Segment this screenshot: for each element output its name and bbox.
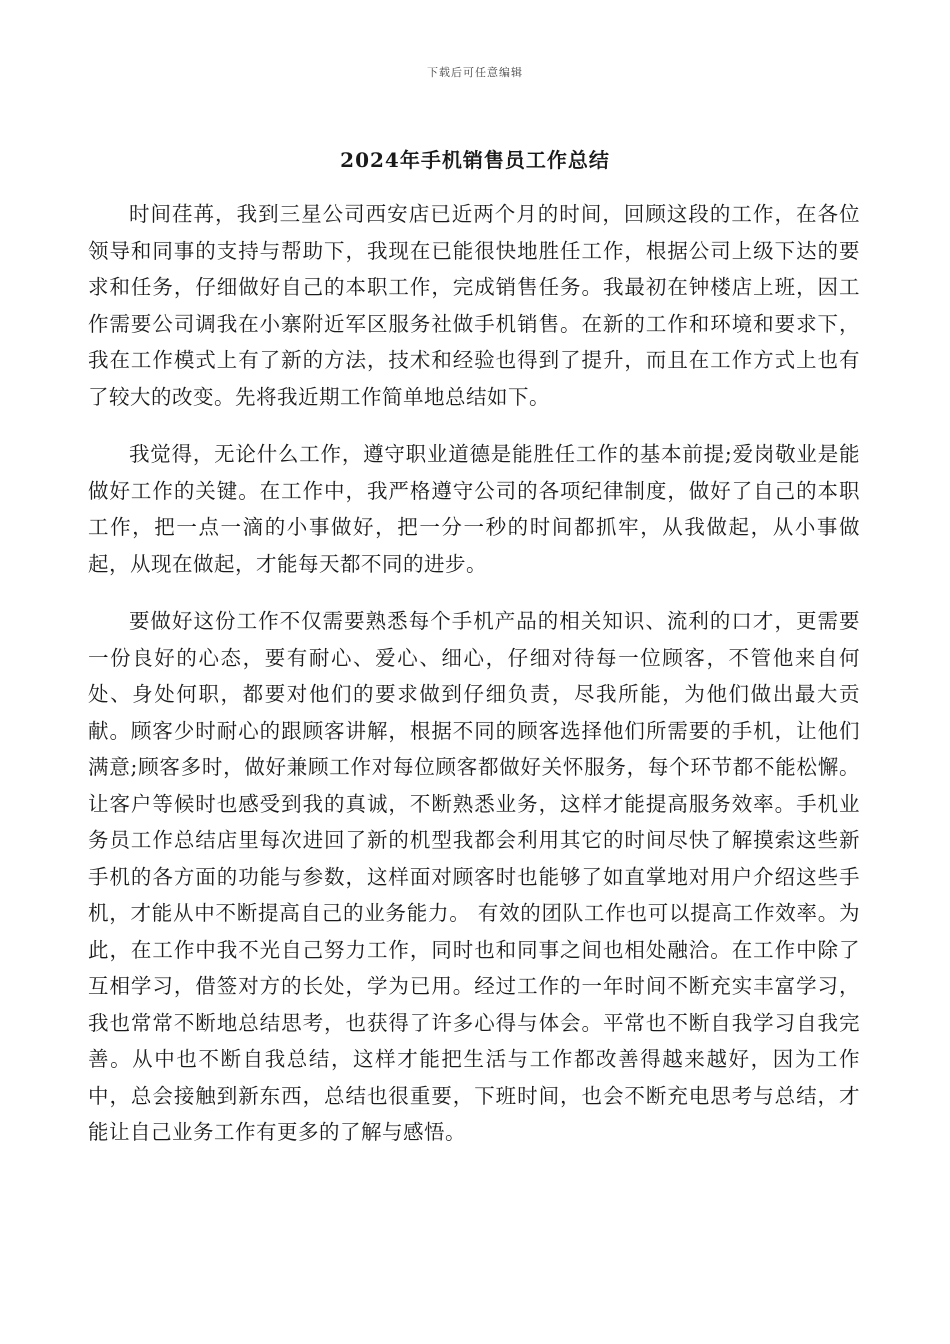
header-note: 下载后可任意编辑 <box>427 66 523 79</box>
document-body <box>88 196 860 1172</box>
document-title: 2024年手机销售员工作总结 <box>340 148 610 172</box>
paragraph-2: 我觉得，无论什么工作，遵守职业道德是能胜任工作的基本前提;爱岗敬业是能做好工作的关键。在工作中，我严格遵守公司的各项纪律制度，做好了自己的本职工作，把一点一滴的小事做好，把一分一秒的时间都抓牢，从我做起，从小事做起，从现在做起，才能每天都不同的进步。 <box>88 442 860 576</box>
paragraph-3: 要做好这份工作不仅需要熟悉每个手机产品的相关知识、流利的口才，更需要一份良好的心态，要有耐心、爱心、细心，仔细对待每一位顾客，不管他来自何处、身处何职，都要对他们的要求做到仔细负责，尽我所能，为他们做出最大贡献。顾客少时耐心的跟顾客讲解，根据不同的顾客选择他们所需要的手机，让他们满意;顾客多时，做好兼顾工作对每位顾客都做好关怀服务，每个环节都不能松懈。让客户等候时也感受到我的真诚，不断熟悉业务，这样才能提高服务效率。手机业务员工作总结店里每次进回了新的机型我都会利用其它的时间尽快了解摸索这些新手机的各方面的功能与参数，这样面对顾客时也能够了如直掌地对用户介绍这些手机，才能从中不断提高自己的业务能力。 有效的团队工作也可以提高工作效率。为此，在工作中我不光自己努力工作，同时也和同事之间也相处融洽。在工作中除了互相学习，借签对方的长处，学为已用。经过工作的一年时间不断充实丰富学习，我也常常不断地总结思考，也获得了许多心得与体会。平常也不断自我学习自我完善。从中也不断自我总结，这样才能把生活与工作都改善得越来越好，因为工作中，总会接触到新东西，总结也很重要，下班时间，也会不断充电思考与总结，才能让自己业务工作有更多的了解与感悟。 <box>88 609 860 1144</box>
paragraph-1: 时间荏苒，我到三星公司西安店已近两个月的时间，回顾这段的工作，在各位领导和同事的支持与帮助下，我现在已能很快地胜任工作，根据公司上级下达的要求和任务，仔细做好自己的本职工作，完成销售任务。我最初在钟楼店上班，因工作需要公司调我在小寨附近军区服务社做手机销售。在新的工作和环境和要求下，我在工作模式上有了新的方法，技术和经验也得到了提升，而且在工作方式上也有了较大的改变。先将我近期工作简单地总结如下。 <box>88 202 860 409</box>
